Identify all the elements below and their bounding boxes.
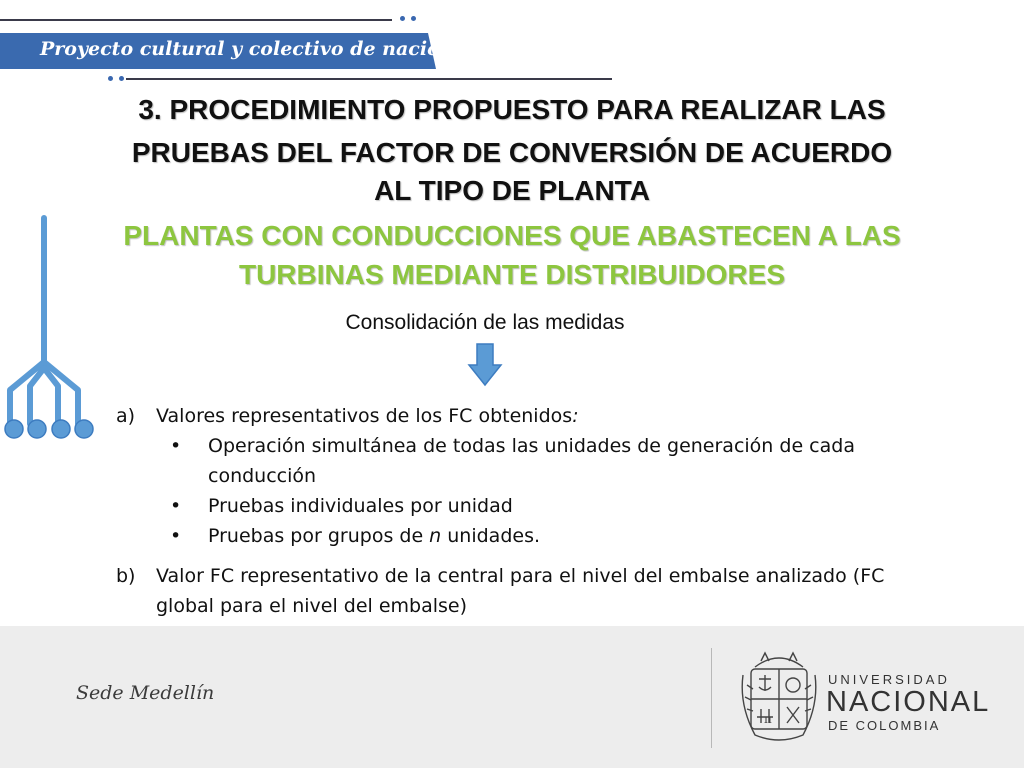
list-item-a-marker: a) [116,405,136,427]
list-item-a-text: Valores representativos de los FC obtenidos [156,405,573,427]
bullet-1-text-cont: conducción [208,465,317,487]
university-seal-icon [737,645,821,749]
slide-title-line2: PRUEBAS DEL FACTOR DE CONVERSIÓN DE ACUERDO [131,137,893,168]
header-banner-text: Proyecto cultural y colectivo de nación [40,38,454,60]
list-item-a-bullet-2 [156,491,966,521]
footer-separator [711,648,712,748]
bullet-marker: • [170,525,182,547]
bullet-marker: • [170,495,182,517]
bullet-3-text-end: unidades. [441,525,541,547]
slide-title-line1: 3. PROCEDIMIENTO PROPUESTO PARA REALIZAR LAS [138,94,886,125]
down-arrow-icon [467,343,503,387]
header-bottom-dots [108,76,124,81]
header-top-line [0,19,392,21]
slide-subtitle-line2: TURBINAS MEDIANTE DISTRIBUIDORES [238,259,785,290]
list-item-b-text-cont: global para el nivel del embalse) [156,595,468,617]
header-bottom-line [126,78,612,80]
bullet-1-text: Operación simultánea de todas las unidades de generación de cada [208,435,855,457]
list-item-a-bullet-3 [156,521,966,551]
list-item-a [116,401,966,431]
university-name-line1: UNIVERSIDAD [828,672,950,687]
bullet-2-text: Pruebas individuales por unidad [208,495,513,517]
bullet-3-italic: n [429,525,442,547]
header-top-dots [400,16,416,21]
procedure-list [116,401,966,621]
list-item-b-text: Valor FC representativo de la central para el nivel del embalse analizado (FC [156,565,885,587]
bullet-3-text: Pruebas por grupos de [208,525,430,547]
list-item-b [116,561,966,621]
consolidation-label: Consolidación de las medidas [345,311,625,334]
slide-title-line3: AL TIPO DE PLANTA [374,175,650,206]
footer-sede: Sede Medellín [76,682,215,704]
svg-text:π: π [764,712,772,726]
list-item-a-bullet-1 [156,431,966,491]
university-name-line3: DE COLOMBIA [828,718,941,733]
bullet-marker: • [170,435,182,457]
university-name-line2: NACIONAL [826,686,991,718]
list-item-b-marker: b) [116,565,136,587]
slide-subtitle-line1: PLANTAS CON CONDUCCIONES QUE ABASTECEN A LAS [123,220,901,251]
list-item-a-suffix: : [572,405,579,427]
